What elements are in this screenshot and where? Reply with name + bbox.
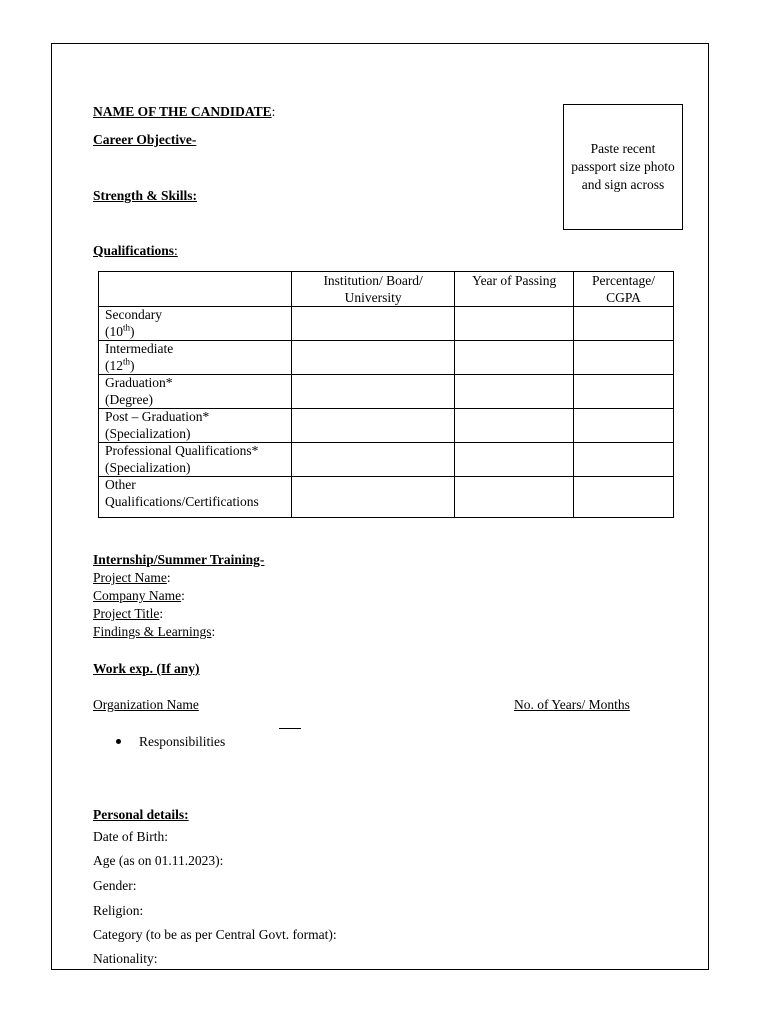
header-cell-year: Year of Passing [455, 272, 574, 307]
organization-name-label: Organization Name [93, 697, 199, 712]
category-label: Category (to be as per Central Govt. format): [93, 927, 337, 942]
table-cell[interactable] [574, 307, 674, 341]
table-cell[interactable] [291, 443, 455, 477]
candidate-name-field [93, 104, 275, 120]
work-exp-heading: Work exp. (If any) [93, 661, 200, 676]
qualifications-label: Qualifications [93, 243, 175, 258]
table-cell[interactable] [455, 477, 574, 518]
qualifications-table [98, 271, 674, 518]
age-label: Age (as on 01.11.2023): [93, 853, 224, 868]
divider-line [279, 728, 301, 729]
candidate-name-label: NAME OF THE CANDIDATE [93, 104, 272, 119]
row-label-secondary: Secondary (10th) [99, 307, 292, 341]
table-cell[interactable] [455, 341, 574, 375]
table-cell[interactable] [291, 341, 455, 375]
row-label-professional: Professional Qualifications* (Specialization) [99, 443, 292, 477]
table-cell[interactable] [574, 477, 674, 518]
header-cell-percentage: Percentage/ CGPA [574, 272, 674, 307]
table-cell[interactable] [455, 409, 574, 443]
table-cell[interactable] [291, 307, 455, 341]
row-label-post-graduation: Post – Graduation* (Specialization) [99, 409, 292, 443]
career-objective-heading: Career Objective- [93, 132, 197, 147]
strength-skills-colon: : [192, 188, 198, 203]
responsibilities-item: Responsibilities [139, 734, 226, 749]
table-cell[interactable] [291, 409, 455, 443]
company-name-field: Company Name: [93, 588, 185, 603]
table-cell[interactable] [455, 443, 574, 477]
table-row [99, 443, 674, 477]
strength-skills-field [93, 188, 197, 204]
table-cell[interactable] [291, 477, 455, 518]
table-row [99, 341, 674, 375]
photo-placeholder-box [563, 104, 683, 230]
findings-field: Findings & Learnings: [93, 624, 216, 639]
table-cell[interactable] [455, 375, 574, 409]
table-header-row [99, 272, 674, 307]
bullet-icon [116, 739, 121, 744]
dob-label: Date of Birth: [93, 829, 168, 844]
row-label-intermediate: Intermediate (12th) [99, 341, 292, 375]
row-label-graduation: Graduation* (Degree) [99, 375, 292, 409]
gender-label: Gender: [93, 878, 137, 893]
table-row [99, 307, 674, 341]
table-cell[interactable] [574, 341, 674, 375]
candidate-name-colon: : [271, 104, 276, 119]
header-cell-blank [99, 272, 292, 307]
table-row [99, 409, 674, 443]
qualifications-heading [93, 243, 178, 259]
row-label-other: Other Qualifications/Certifications [99, 477, 292, 518]
table-row [99, 375, 674, 409]
religion-label: Religion: [93, 903, 144, 918]
qualifications-colon: : [174, 243, 178, 258]
table-row [99, 477, 674, 518]
table-cell[interactable] [455, 307, 574, 341]
table-cell[interactable] [574, 375, 674, 409]
table-cell[interactable] [574, 409, 674, 443]
nationality-label: Nationality: [93, 951, 158, 966]
photo-instruction-text: Paste recent passport size photo and sign across [571, 141, 675, 192]
strength-skills-label: Strength & Skills [93, 188, 193, 203]
table-cell[interactable] [574, 443, 674, 477]
years-months-label: No. of Years/ Months [514, 697, 630, 712]
personal-details-heading: Personal details: [93, 807, 189, 822]
internship-heading: Internship/Summer Training- [93, 552, 265, 567]
table-cell[interactable] [291, 375, 455, 409]
project-title-field: Project Title: [93, 606, 164, 621]
header-cell-institution: Institution/ Board/ University [291, 272, 455, 307]
project-name-field: Project Name: [93, 570, 171, 585]
